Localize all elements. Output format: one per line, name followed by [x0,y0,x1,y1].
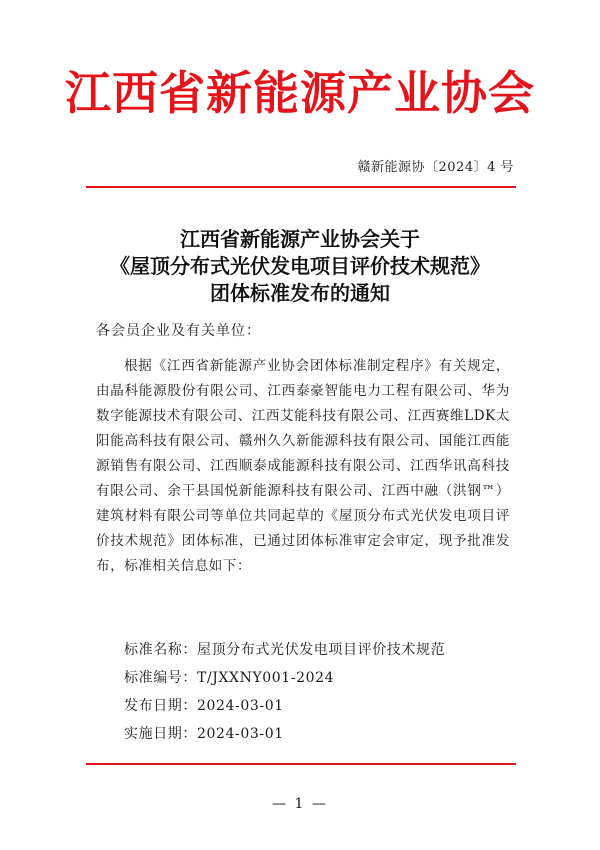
standard-code-value: T/JXXNY001-2024 [197,670,335,686]
notice-title-line-2: 《屋顶分布式光伏发电项目评价技术规范》 [110,254,490,278]
effective-date-row [124,720,445,748]
footer-red-divider [86,763,516,765]
notice-body-paragraph: 根据《江西省新能源产业协会团体标准制定程序》有关规定，由晶科能源股份有限公司、江西泰豪智能电力工程有限公司、华为数字能源技术有限公司、江西艾能科技有限公司、江西赛维LDK太阳能高科技有限公司、赣州久久新能源科技有限公司、国能江西能源销售有限公司、江西顺泰成能源科技有限公司、江西华讯高科技有限公司、余干县国悦新能源科技有限公司、江西中融（洪钢™）建筑材料有限公司等单位共同起草的《屋顶分布式光伏发电项目评价技术规范》团体标准，已通过团体标准审定会审定，现予批准发布，标准相关信息如下： [96,358,510,574]
letterhead-red-divider [86,186,516,188]
effective-date-value: 2024-03-01 [197,726,284,742]
page-number: — 1 — [272,796,328,812]
release-date-row [124,692,445,720]
standard-name-row [124,636,445,664]
standard-code-row [124,664,445,692]
standard-code-label: 标准编号： [124,670,197,686]
release-date-label: 发布日期： [124,698,197,714]
document-number: 赣新能源协〔2024〕4 号 [357,160,514,175]
notice-title-line-3: 团体标准发布的通知 [210,281,390,305]
standard-info-list [124,636,445,748]
organization-letterhead-title: 江西省新能源产业协会 [65,66,535,120]
release-date-value: 2024-03-01 [197,698,284,714]
effective-date-label: 实施日期： [124,726,197,742]
standard-name-label: 标准名称： [124,642,197,658]
notice-title-line-1: 江西省新能源产业协会关于 [180,227,420,251]
salutation: 各会员企业及有关单位： [96,323,261,339]
standard-name-value: 屋顶分布式光伏发电项目评价技术规范 [197,642,446,658]
notice-title [0,226,600,307]
